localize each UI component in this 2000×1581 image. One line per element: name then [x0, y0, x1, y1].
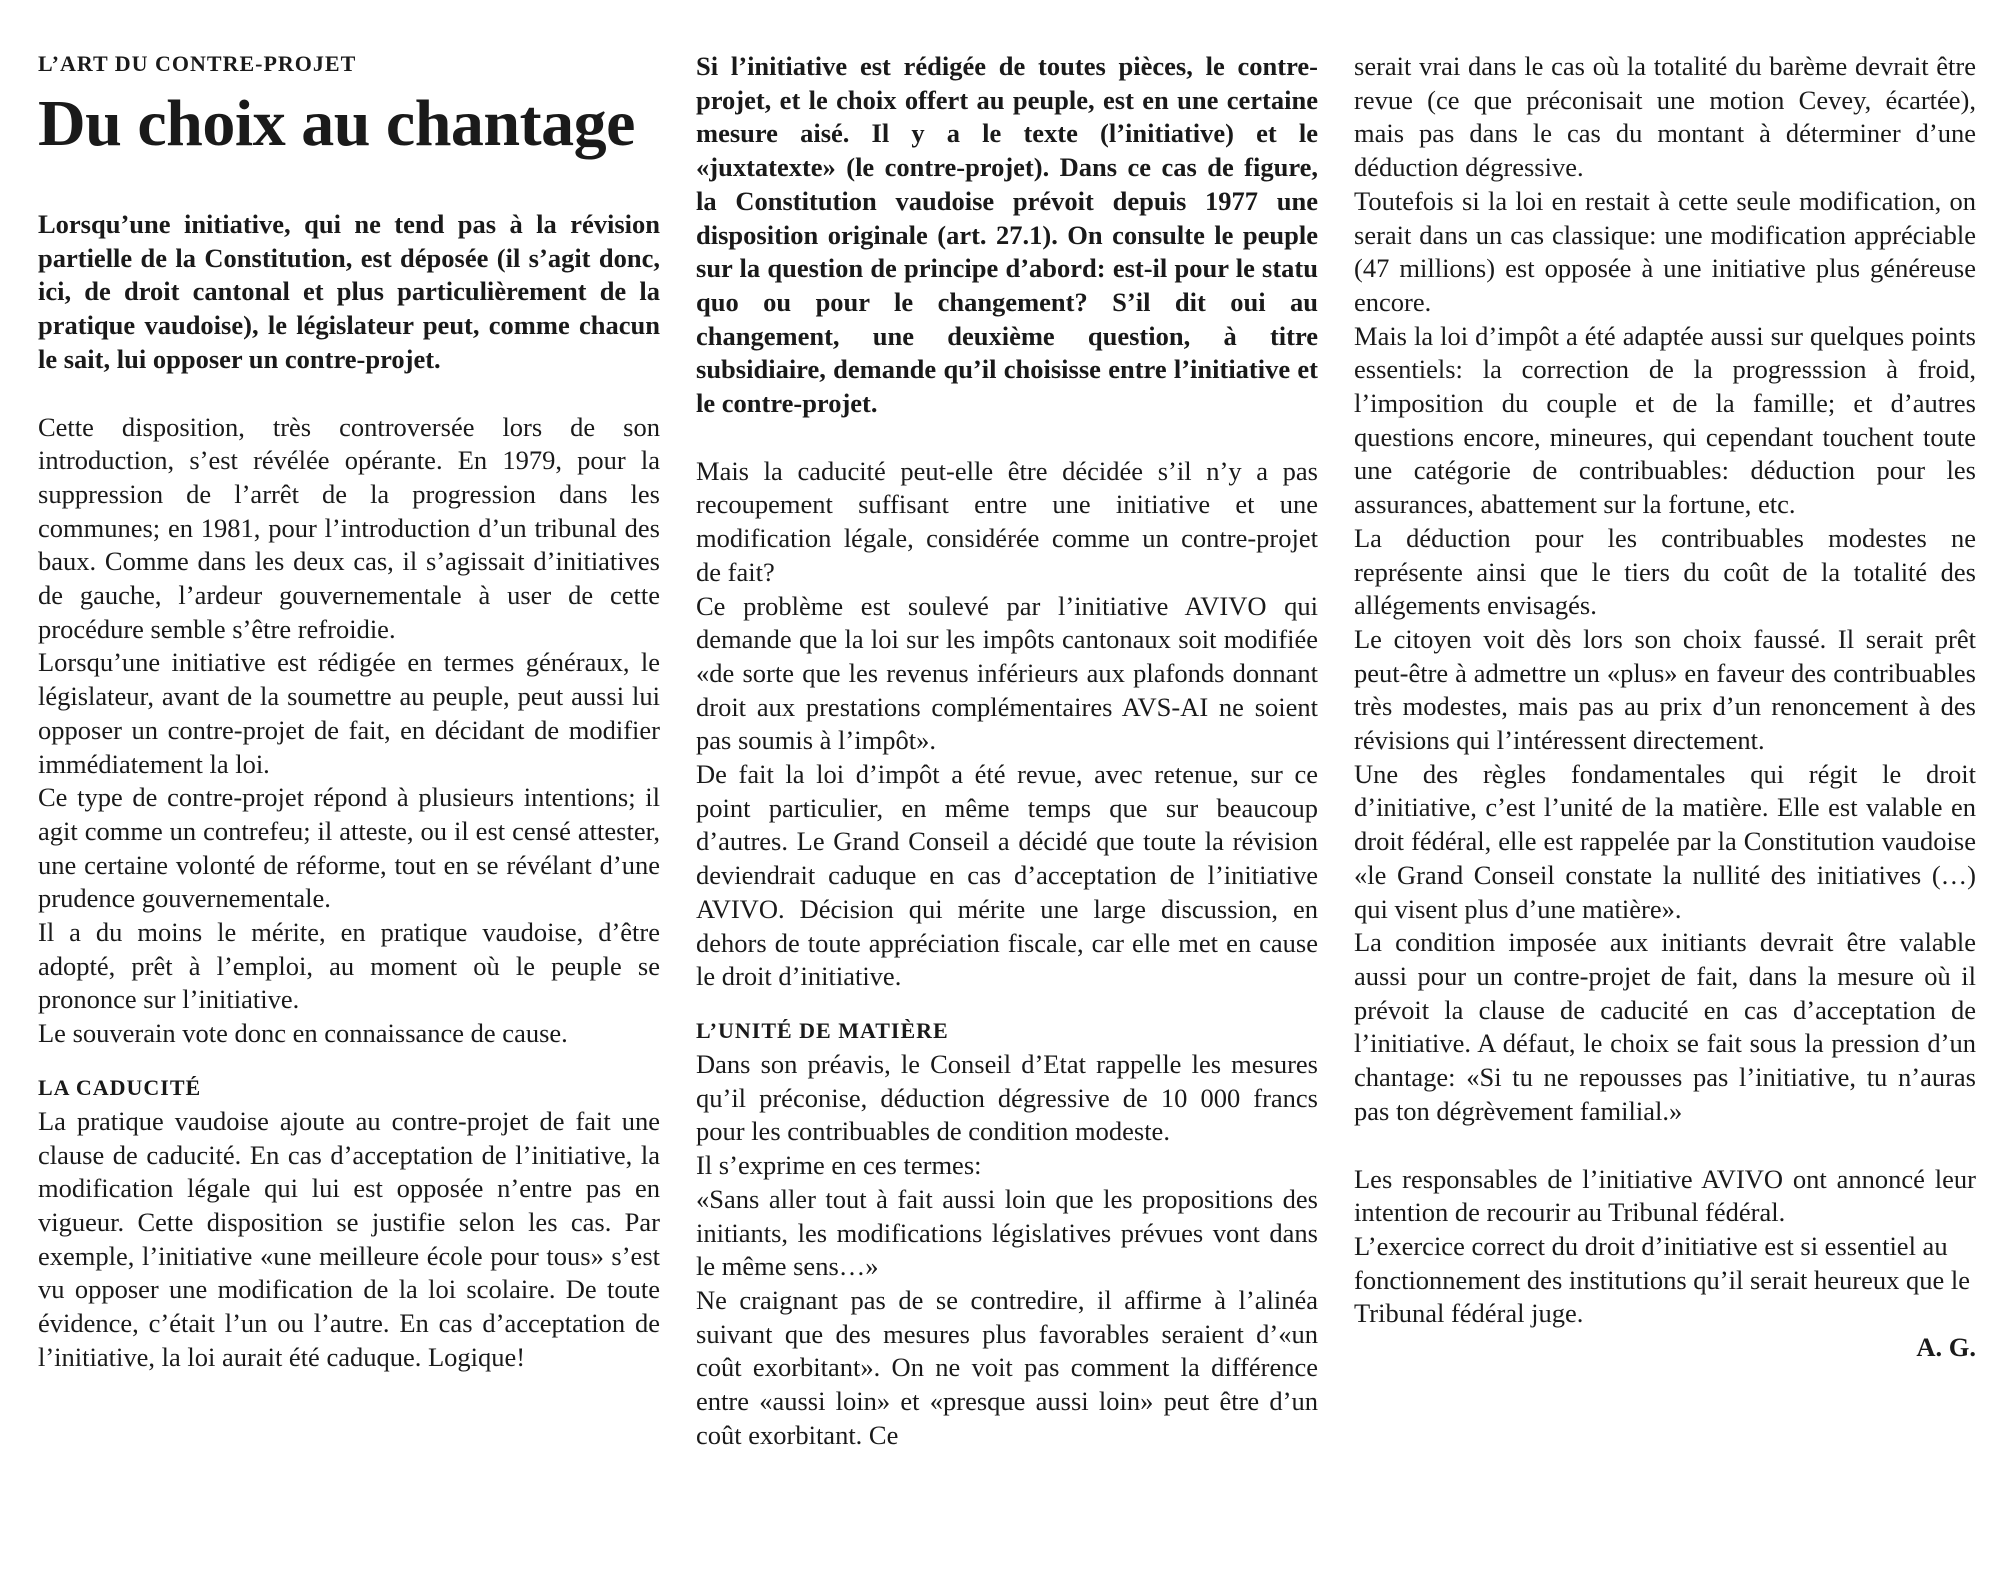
column-1 — [38, 50, 660, 1375]
article-lead: Lorsqu’une initiative, qui ne tend pas à la révision partielle de la Constitution, est déposée (il s’agit donc, ici, de droit cantonal et plus particulièrement de la pratique vaudoise), le législateur peut, comme chacun le sait, lui opposer un contre-projet. — [38, 209, 660, 374]
paragraph: Il a du moins le mérite, en pratique vaudoise, d’être adopté, prêt à l’emploi, au moment où le peuple se prononce sur l’initiative. — [38, 917, 660, 1015]
paragraph: Lorsqu’une initiative est rédigée en termes généraux, le législateur, avant de la soumettre au peuple, peut aussi lui opposer un contre-projet de fait, en décidant de modifier immédiatement la loi. — [38, 647, 660, 779]
paragraph: serait vrai dans le cas où la totalité du barème devrait être revue (ce que préconisait une motion Cevey, écartée), mais pas dans le cas du montant à déterminer d’une déduction dégressive. — [1354, 51, 1976, 183]
section-heading-unite: L’UNITÉ DE MATIÈRE — [696, 1017, 949, 1043]
column-2-lead: Si l’initiative est rédigée de toutes pièces, le contre-projet, et le choix offert au peuple, est en une certaine mesure aisé. Il y a le texte (l’initiative) et le «juxtatexte» (le contre-projet). Dans ce cas de figure, la Constitution vaudoise prévoit depuis 1977 une disposition originale (art. 27.1). On consulte le peuple sur la question de principe d’abord: est-il pour le statu quo ou pour le changement? S’il dit oui au changement, une deuxième question, à titre subsidiaire, demande qu’il choisisse entre l’initiative et le contre-projet. — [696, 51, 1318, 419]
paragraph: La condition imposée aux initiants devrait être valable aussi pour un contre-projet de fait, dans la mesure où il prévoit la clause de caducité en cas d’acceptation de l’initiative. A défaut, le choix se fait sous la pression d’un chantage: «Si tu ne repousses pas l’initiative, tu n’auras pas ton dégrèvement familial.» — [1354, 927, 1976, 1126]
paragraph: Il s’exprime en ces termes: — [696, 1150, 982, 1181]
paragraph: L’exercice correct du droit d’initiative est si essentiel au fonctionnement des institutions qu’il serait heureux que le Tribunal fédéral juge. — [1354, 1230, 1970, 1329]
paragraph: Ce type de contre-projet répond à plusieurs intentions; il agit comme un contrefeu; il atteste, ou il est censé attester, une certaine volonté de réforme, tout en se révélant d’une prudence gouvernementale. — [38, 782, 660, 914]
column-2 — [696, 50, 1318, 1452]
paragraph: La pratique vaudoise ajoute au contre-projet de fait une clause de caducité. En cas d’acceptation de l’initiative, la modification légale qui lui est opposée n’entre pas en vigueur. Cette disposition se justifie selon les cas. Par exemple, l’initiative «une meilleure école pour tous» s’est vu opposer une modification de la loi scolaire. De toute évidence, c’était l’un ou l’autre. En cas d’acceptation de l’initiative, la loi aurait été caduque. Logique! — [38, 1105, 660, 1372]
paragraph: Les responsables de l’initiative AVIVO ont annoncé leur intention de recourir au Tribunal fédéral. — [1354, 1163, 1976, 1228]
paragraph: Cette disposition, très controversée lors de son introduction, s’est révélée opérante. En 1979, pour la suppression de l’arrêt de la progression dans les communes; en 1981, pour l’introduction d’un tribunal des baux. Comme dans les deux cas, il s’agissait d’initiatives de gauche, l’ardeur gouvernementale à user de cette procédure semble s’être refroidie. — [38, 411, 660, 644]
section-heading-caducite: LA CADUCITÉ — [38, 1074, 202, 1100]
paragraph: Une des règles fondamentales qui régit le droit d’initiative, c’est l’unité de la matière. Elle est valable en droit fédéral, elle est rappelée par la Constitution vaudoise «le Grand Conseil constate la nullité des initiatives (…) qui visent plus d’une matière». — [1354, 758, 1976, 924]
article-kicker: L’ART DU CONTRE-PROJET — [38, 51, 357, 76]
paragraph: De fait la loi d’impôt a été revue, avec retenue, sur ce point particulier, en même temps que sur beaucoup d’autres. Le Grand Conseil a décidé que toute la révision deviendrait caduque en cas d’acceptation de l’initiative AVIVO. Décision qui mérite une large discussion, en dehors de toute appréciation fiscale, car elle met en cause le droit d’initiative. — [696, 759, 1318, 992]
column-3 — [1354, 50, 1976, 1365]
paragraph: «Sans aller tout à fait aussi loin que les propositions des initiants, les modifications législatives prévues vont dans le même sens…» — [696, 1183, 1318, 1282]
paragraph: Toutefois si la loi en restait à cette seule modification, on serait dans un cas classique: une modification appréciable (47 millions) est opposée à une initiative plus généreuse encore. — [1354, 185, 1976, 317]
paragraph: Le citoyen voit dès lors son choix faussé. Il serait prêt peut-être à admettre un «plus» en faveur des contribuables très modestes, mais pas au prix d’un renoncement à des révisions qui l’intéressent directement. — [1354, 623, 1976, 756]
author-signature: A. G. — [1916, 1332, 1976, 1363]
paragraph: Mais la caducité peut-elle être décidée s’il n’y a pas recoupement suffisant entre une initiative et une modification légale, considérée comme un contre-projet de fait? — [696, 455, 1318, 587]
paragraph: Dans son préavis, le Conseil d’Etat rappelle les mesures qu’il préconise, déduction dégressive de 10 000 francs pour les contribuables de condition modeste. — [696, 1048, 1318, 1147]
paragraph: La déduction pour les contribuables modestes ne représente ainsi que le tiers du coût de la totalité des allégements envisagés. — [1354, 522, 1976, 621]
paragraph: Mais la loi d’impôt a été adaptée aussi sur quelques points essentiels: la correction de la progresssion à froid, l’imposition du couple et de la famille; et d’autres questions encore, mineures, qui cependant touchent toute une catégorie de contribuables: déduction pour les assurances, abattement sur la fortune, etc. — [1354, 320, 1976, 520]
paragraph: Ce problème est soulevé par l’initiative AVIVO qui demande que la loi sur les impôts cantonaux soit modifiée «de sorte que les revenus inférieurs aux plafonds donnant droit aux prestations complémentaires AVS-AI ne soient pas soumis à l’impôt». — [696, 590, 1318, 756]
article-title: Du choix au chantage — [38, 87, 635, 160]
paragraph: Le souverain vote donc en connaissance de cause. — [38, 1018, 568, 1049]
paragraph: Ne craignant pas de se contredire, il affirme à l’alinéa suivant que des mesures plus favorables seraient d’«un coût exorbitant». On ne voit pas comment la différence entre «aussi loin» et «presque aussi loin» peut être d’un coût exorbitant. Ce — [696, 1284, 1318, 1450]
